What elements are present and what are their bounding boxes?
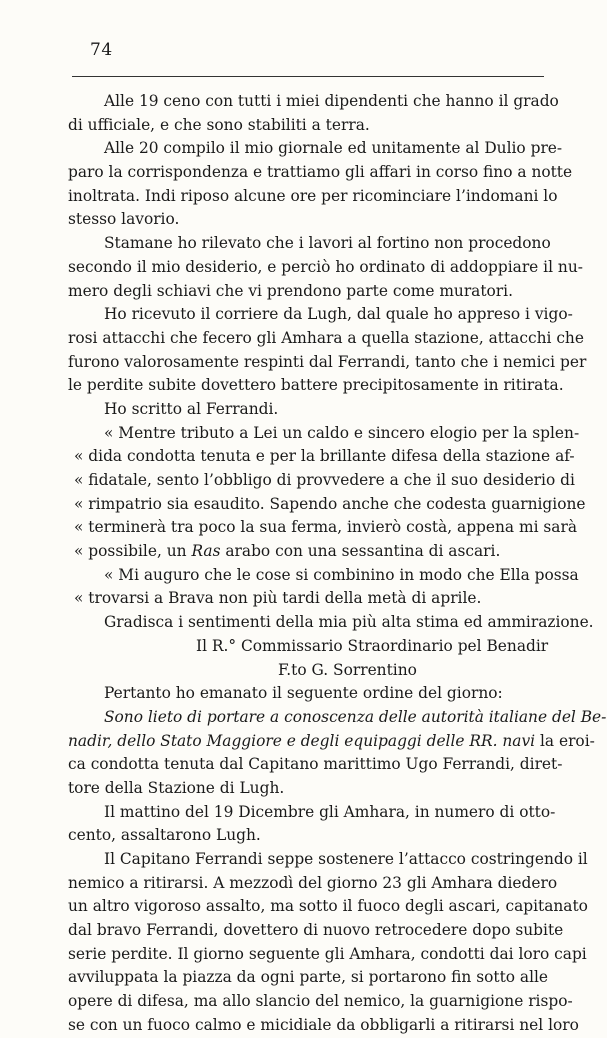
quote-line: « Mi auguro che le cose si combinino in modo che Ella possa: [104, 565, 579, 584]
quote-line: « rimpatrio sia esaudito. Sapendo anche che codesta guarnigione: [74, 494, 586, 513]
text-line: Il Capitano Ferrandi seppe sostenere l’attacco costringendo il: [104, 850, 588, 868]
text-line: un altro vigoroso assalto, ma sotto il fuoco degli ascari, capitanato: [68, 897, 588, 916]
text-line: secondo il mio desiderio, e perciò ho ordinato di addoppiare il nu-: [68, 257, 583, 276]
body-text: [68, 90, 607, 1038]
text-line: Ho scritto al Ferrandi.: [104, 399, 279, 418]
quote-line: « terminerà tra poco la sua ferma, invierò costà, appena mi sarà: [74, 518, 577, 537]
text-line: inoltrata. Indi riposo alcune ore per ricominciare l’indomani lo: [68, 186, 558, 205]
signature-title: Il R.° Commissario Straordinario pel Benadir: [196, 636, 549, 655]
text-line: Gradisca i sentimenti della mia più alta stima ed ammirazione.: [104, 613, 594, 632]
text-line: di ufficiale, e che sono stabiliti a terra.: [68, 115, 370, 134]
text-line: Ho ricevuto il corriere da Lugh, dal quale ho appreso i vigo-: [104, 305, 573, 324]
signature-name: F.to G. Sorrentino: [278, 660, 417, 679]
header-rule: [72, 76, 544, 77]
text-line: paro la corrispondenza e trattiamo gli affari in corso fino a notte: [68, 163, 573, 182]
text-line: serie perdite. Il giorno seguente gli Amhara, condotti dai loro capi: [68, 944, 587, 963]
text-line: Alle 20 compilo il mio giornale ed unitamente al Dulio pre-: [104, 139, 563, 158]
text-line: le perdite subite dovettero battere precipitosamente in ritirata.: [68, 376, 564, 395]
text-line: Il mattino del 19 Dicembre gli Amhara, in numero di otto-: [104, 802, 556, 821]
text-line: dal bravo Ferrandi, dovettero di nuovo retrocedere dopo subite: [68, 921, 564, 940]
quote-line: « dida condotta tenuta e per la brillante difesa della stazione af-: [74, 447, 575, 466]
text-line: mero degli schiavi che vi prendono parte come muratori.: [68, 281, 513, 300]
text-line: furono valorosamente respinti dal Ferrandi, tanto che i nemici per: [68, 352, 587, 371]
text-line: Alle 19 ceno con tutti i miei dipendenti che hanno il grado: [104, 92, 559, 110]
text-line: stesso lavorio.: [68, 210, 180, 229]
text-line: avviluppata la piazza da ogni parte, si portarono fin sotto alle: [68, 968, 549, 987]
text-line: cento, assaltarono Lugh.: [68, 826, 261, 845]
text-line: nemico a ritirarsi. A mezzodì del giorno 23 gli Amhara diedero: [68, 873, 558, 892]
quote-line: « trovarsi a Brava non più tardi della metà di aprile.: [74, 589, 482, 608]
quote-line: « fidatale, sento l’obbligo di provvedere a che il suo desiderio di: [74, 471, 575, 489]
text-line: Pertanto ho emanato il seguente ordine del giorno:: [104, 684, 503, 703]
text-line: tore della Stazione di Lugh.: [68, 778, 285, 797]
page-number: 74: [90, 40, 113, 60]
order-line: nadir, dello Stato Maggiore e degli equipaggi delle RR. navi la eroi-: [68, 731, 595, 750]
quote-line: « possibile, un Ras arabo con una sessantina di ascari.: [74, 542, 501, 561]
text-line: ca condotta tenuta dal Capitano marittimo Ugo Ferrandi, diret-: [68, 755, 563, 774]
text-line: opere di difesa, ma allo slancio del nemico, la guarnigione rispo-: [68, 992, 573, 1011]
order-line: Sono lieto di portare a conoscenza delle autorità italiane del Be-: [104, 707, 607, 726]
text-line: rosi attacchi che fecero gli Amhara a quella stazione, attacchi che: [68, 328, 584, 347]
quote-line: « Mentre tributo a Lei un caldo e sincero elogio per la splen-: [104, 423, 580, 442]
text-line: se con un fuoco calmo e micidiale da obbligarli a ritirarsi nel loro: [68, 1015, 579, 1034]
text-line: Stamane ho rilevato che i lavori al fortino non procedono: [104, 234, 551, 253]
